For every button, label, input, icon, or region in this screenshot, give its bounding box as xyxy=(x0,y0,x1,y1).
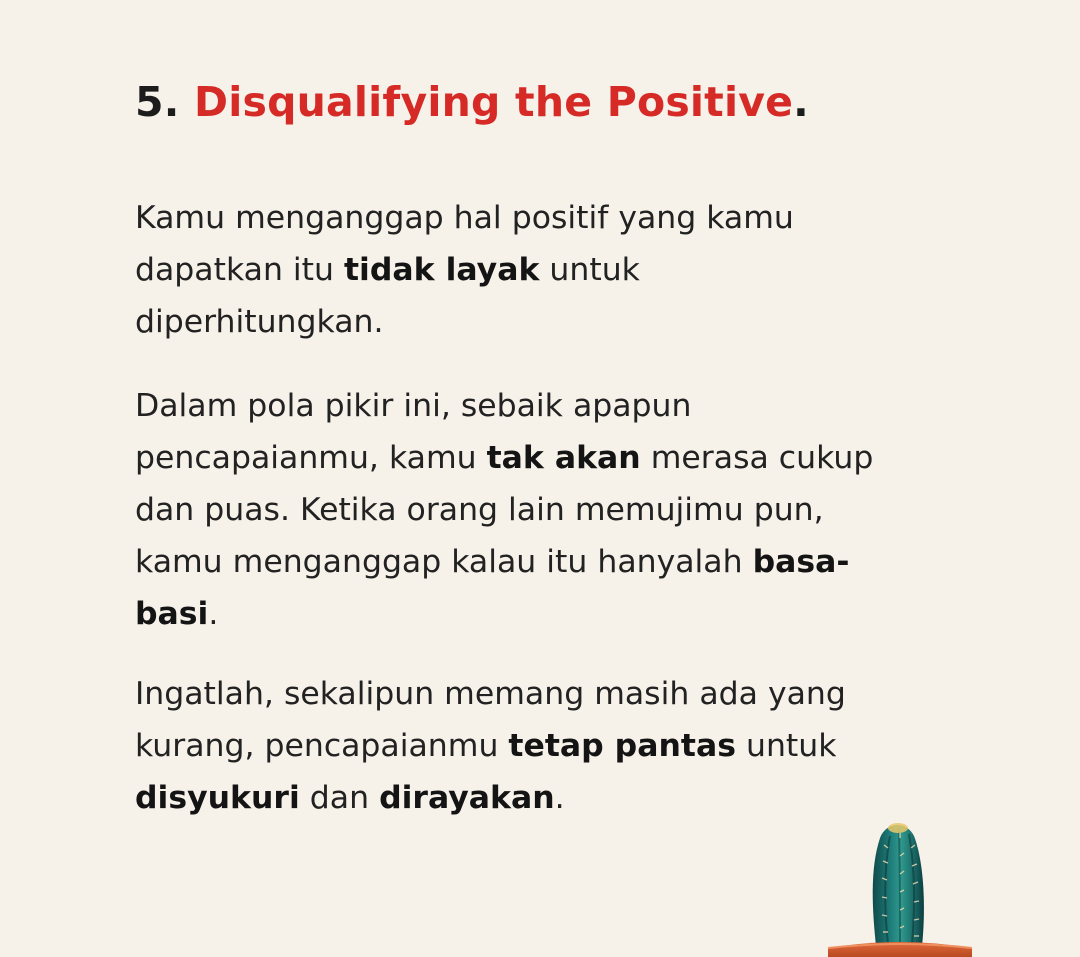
emphasis-text: tetap pantas xyxy=(508,728,736,764)
heading-punct: . xyxy=(793,78,809,126)
paragraph-text: untuk xyxy=(735,728,837,764)
section-heading xyxy=(135,72,809,132)
paragraph-text: dan puas. Ketika orang lain memujimu pun, xyxy=(135,492,824,528)
heading-title: Disqualifying the Positive xyxy=(194,78,794,126)
paragraph-2 xyxy=(135,380,965,640)
emphasis-text: disyukuri xyxy=(135,780,300,816)
paragraph-text: merasa cukup xyxy=(640,440,874,476)
paragraph-3 xyxy=(135,668,965,824)
paragraph-text: kurang, pencapaianmu xyxy=(135,728,509,764)
cactus-icon xyxy=(820,808,980,957)
emphasis-text: tak akan xyxy=(486,440,641,476)
paragraph-text: dapatkan itu xyxy=(135,252,344,288)
paragraph-text: Dalam pola pikir ini, sebaik apapun xyxy=(135,388,692,424)
paragraph-text: . xyxy=(554,780,565,816)
paragraph-text: kamu menganggap kalau itu hanyalah xyxy=(135,544,753,580)
paragraph-text: dan xyxy=(299,780,380,816)
paragraph-text: . xyxy=(208,596,219,632)
paragraph-1 xyxy=(135,192,965,348)
emphasis-text: tidak layak xyxy=(344,252,540,288)
paragraph-text: pencapaianmu, kamu xyxy=(135,440,487,476)
emphasis-text: dirayakan xyxy=(379,780,555,816)
emphasis-text: basi xyxy=(135,596,209,632)
paragraph-text: Ingatlah, sekalipun memang masih ada yang xyxy=(135,676,846,712)
emphasis-text: basa- xyxy=(752,544,850,580)
paragraph-text: diperhitungkan. xyxy=(135,304,384,340)
paragraph-text: Kamu menganggap hal positif yang kamu xyxy=(135,200,794,236)
paragraph-text: untuk xyxy=(539,252,640,288)
heading-number: 5. xyxy=(135,78,180,126)
